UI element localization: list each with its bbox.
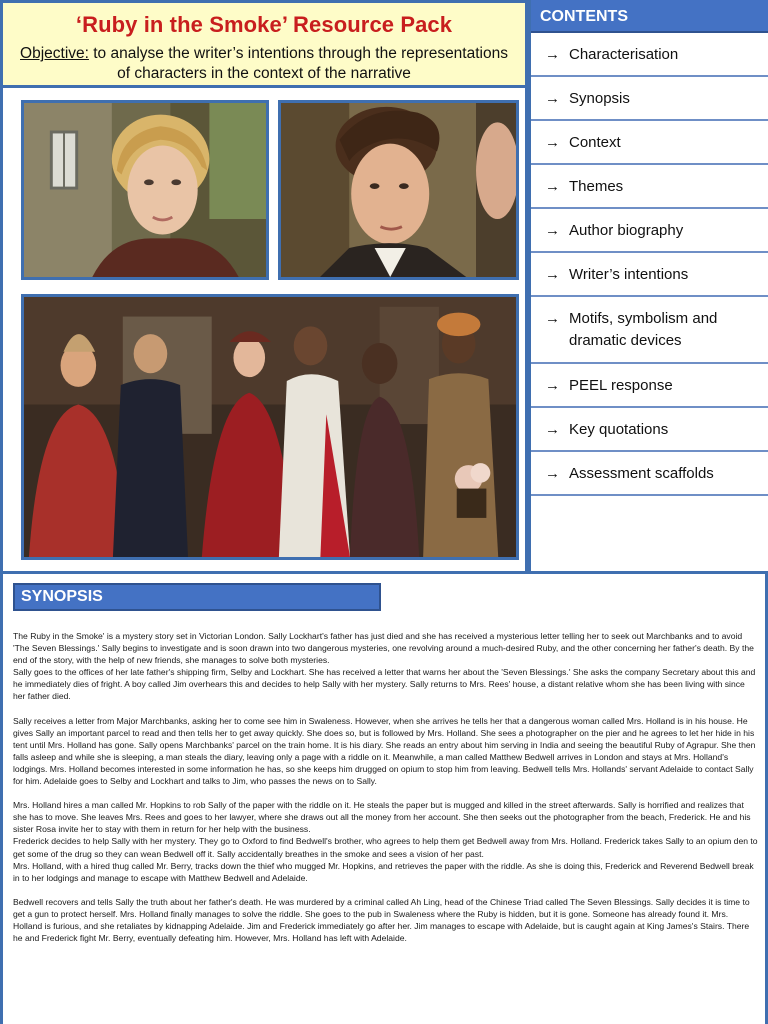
arrow-right-icon: → — [545, 421, 560, 438]
page-title: ‘Ruby in the Smoke’ Resource Pack — [75, 12, 453, 37]
synopsis-section — [0, 574, 768, 1024]
sally-portrait-image — [24, 103, 266, 277]
contents-item-assessment-scaffolds[interactable] — [531, 452, 768, 496]
group-scene-image — [24, 297, 516, 557]
synopsis-heading: SYNOPSIS — [13, 583, 381, 611]
contents-item-synopsis[interactable] — [531, 77, 768, 121]
arrow-right-icon: → — [545, 46, 560, 63]
contents-item-label: Key quotations — [569, 421, 669, 438]
contents-heading: CONTENTS — [531, 0, 768, 33]
objective-line — [3, 44, 525, 84]
synopsis-paragraph: Mrs. Holland hires a man called Mr. Hopkins to rob Sally of the paper with the riddle on it. He steals the paper but is mugged and killed in the street afterwards. Sally is horrified and realizes that she has to move. She leaves Mrs. Rees and goes to her lawyer, where she draws out all the money from her account. She then seeks out the photographer from the beach, Frederick. He and his sister Rosa invite her to stay with them in return for her help with the business. — [13, 800, 751, 835]
arrow-right-icon: → — [545, 266, 560, 283]
contents-item-author-biography[interactable] — [531, 209, 768, 253]
cast-group-photo — [21, 294, 519, 560]
contents-item-label: Assessment scaffolds — [569, 465, 714, 482]
character-photo-sally — [21, 100, 269, 280]
contents-item-label: PEEL response — [569, 377, 673, 394]
contents-item-label: Context — [569, 134, 621, 151]
contents-item-motifs[interactable] — [531, 297, 768, 364]
contents-item-label: Themes — [569, 178, 624, 195]
contents-item-writers-intentions[interactable] — [531, 253, 768, 297]
arrow-right-icon: → — [545, 134, 560, 151]
arrow-right-icon: → — [545, 90, 560, 107]
arrow-right-icon: → — [545, 377, 560, 394]
contents-item-context[interactable] — [531, 121, 768, 165]
synopsis-paragraph: Mrs. Holland, with a hired thug called Mr. Berry, tracks down the thief who mugged Mr. Hopkins, and retrieves the paper with the riddle. As she is doing this, Frederick and Reverend Bedwell break in to her lodgings and manage to escape with Matthew Bedwell and Adelaide. — [13, 860, 754, 883]
synopsis-paragraph: Sally goes to the offices of her late father's shipping firm, Selby and Lockhart. She has received a letter that warns her about the 'Seven Blessings.' She asks the company Secretary about this and he immediately dies of fright. A boy called Jim overhears this and decides to help Sally with her mystery. Sally returns to Mrs. Rees' house, a distant relative whom she has been living with since her father died. — [13, 667, 756, 702]
contents-item-label: Synopsis — [569, 90, 630, 107]
contents-item-label: Motifs, symbolism and dramatic devices — [569, 310, 718, 349]
contents-item-themes[interactable] — [531, 165, 768, 209]
synopsis-paragraph: Frederick decides to help Sally with her mystery. They go to Oxford to find Bedwell's brother, who agrees to help them get Bedwell away from Mrs. Holland. Frederick takes Sally to an opium den to get some of the drug so they can wean Bedwell off it. Sally accidentally breathes in the smoke and sees a vision of her past. — [13, 836, 758, 859]
contents-item-label: Characterisation — [569, 46, 679, 63]
objective-text: to analyse the writer’s intentions through the representations of characters in the context of the narrative — [88, 45, 508, 82]
contents-item-label: Writer’s intentions — [569, 266, 689, 283]
arrow-right-icon: → — [545, 178, 560, 195]
contents-item-key-quotations[interactable] — [531, 408, 768, 452]
synopsis-body — [13, 630, 759, 956]
character-photo-frederick — [278, 100, 519, 280]
contents-item-characterisation[interactable] — [531, 33, 768, 77]
arrow-right-icon: → — [545, 310, 560, 327]
contents-item-peel-response[interactable] — [531, 364, 768, 408]
contents-panel — [528, 0, 768, 574]
synopsis-paragraph: Sally receives a letter from Major Marchbanks, asking her to come see him in Swaleness. However, when she arrives he tells her that a dangerous woman called Mrs. Holland is in his house. He gives Sally an important parcel to read and then tells her to get away quickly. She does so, but is followed by Mrs. Holland. She sees a photographer on the pier and he agrees to let her hide in his tent until Mrs. Holland has gone. Sally opens Marchbanks' parcel on the train home. It is his diary. She reads an entry about him serving in India and seeing the beautiful Ruby of Agrapur. She then falls asleep and while she is sleeping, a man steals the diary, leaving only a page with a riddle on it. Meanwhile, a man called Matthew Bedwell arrives in London and stays at Mrs. Holland's lodgings. Mrs. Holland becomes interested in some information he has, so she keeps him drugged on opium to stop him from leaving. Bedwell tells Mrs. Hollands' servant Adelaide to contact Sally for him. Adelaide goes to Selby and Lockhart and talks to Jim, who passes the news on to Sally. — [13, 715, 756, 787]
objective-label: Objective: — [20, 45, 89, 62]
photo-panel — [0, 88, 528, 574]
arrow-right-icon: → — [545, 222, 560, 239]
title-box — [0, 0, 528, 88]
synopsis-paragraph: The Ruby in the Smoke' is a mystery story set in Victorian London. Sally Lockhart's father has just died and she has received a mysterious letter telling her to seek out Marchbanks and to avoid 'The Seven Blessings.' Sally begins to investigate and is soon drawn into two dangerous mysteries, one revolving around a much-desired Ruby, and the other concerning her father's death. By the end of the story, with the help of new friends, she manages to solve both mysteries. — [13, 631, 754, 666]
contents-item-label: Author biography — [569, 222, 684, 239]
frederick-portrait-image — [281, 103, 516, 277]
synopsis-paragraph: Bedwell recovers and tells Sally the truth about her father's death. He was murdered by a criminal called Ah Ling, head of the Chinese Triad called The Seven Blessings. Sally decides it is time to get a gun to protect herself. Mrs. Holland finally manages to solve the riddle. She goes to the pub in Swaleness where the Ruby is hidden, but it is gone. Someone has already found it. Mrs. Holland is furious, and she retaliates by kidnapping Adelaide. Jim and Frederick immediately go after her. Jim manages to escape with Adelaide, but is caught again at King James's Stairs. There he and Frederick fight Mr. Berry, eventually defeating him. However, Mrs. Holland has left with Adelaide. — [13, 896, 750, 944]
arrow-right-icon: → — [545, 465, 560, 482]
